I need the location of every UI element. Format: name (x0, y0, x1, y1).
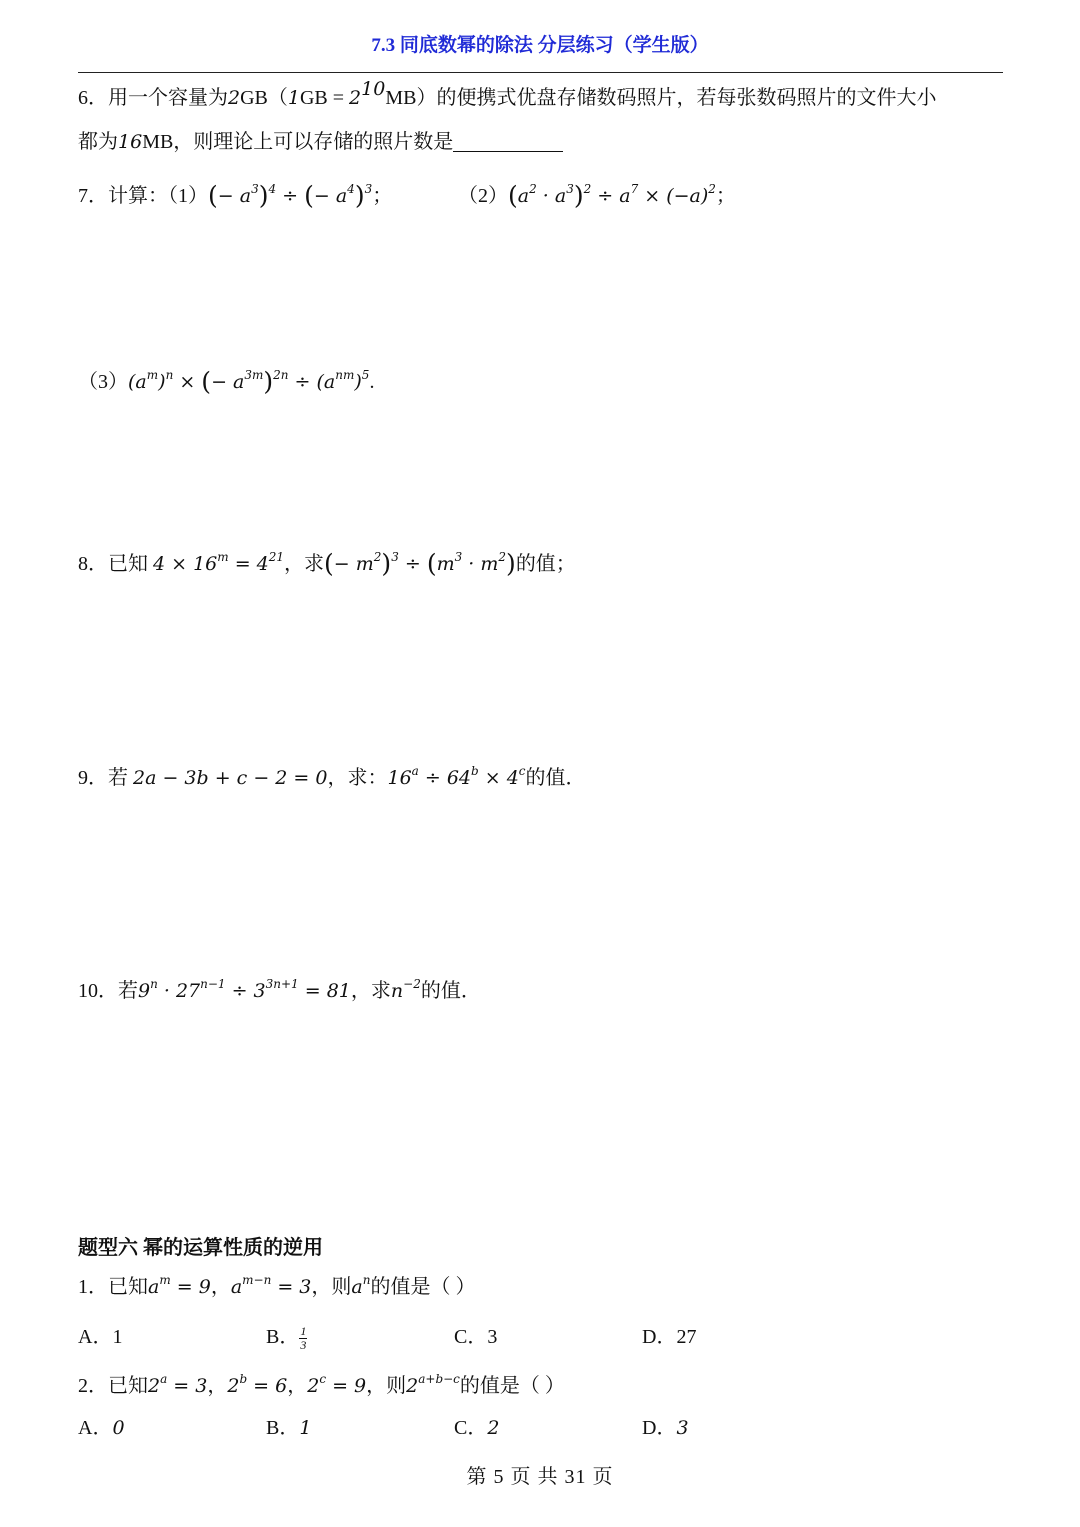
question-8: 8．已知 $4 \times 16^m = 4^{21}$，求(− $m^2)^3 \div (m^3 \cdot m^2)$的值； (78, 549, 576, 578)
s1-tail: 的值是（ ） (370, 1276, 476, 1298)
s2-option-a[interactable]: A．0 (78, 1417, 125, 1439)
question-6-line-2 (78, 128, 563, 156)
s1-target: $a^n$ (351, 1273, 371, 1298)
expression-7-1: (− $a^3)^4$ ÷ (− $a^4)^3$ (208, 181, 373, 210)
s2-tail: 的值是（ ） (459, 1375, 565, 1397)
s1-option-a[interactable]: A．1 (78, 1326, 123, 1348)
page-header-title: 7.3 同底数幂的除法 分层练习（学生版） (371, 35, 709, 56)
question-7-part-3: $(3)(a^m)^n$ × (− $a^{3m})^{2n} \div (a^{nm})^5$. (78, 367, 375, 396)
question-6-number: 6． (78, 87, 108, 109)
fraction-one-third: $\frac{1}{3}$ (300, 1323, 307, 1352)
s2-option-d[interactable]: D．3 (642, 1417, 689, 1439)
one-value: 1 (287, 87, 300, 109)
gb-unit: GB（ (240, 87, 288, 109)
capacity-value: 2 (228, 87, 241, 109)
s2-option-b[interactable]: B．1 (266, 1417, 312, 1439)
s1-condition-2: $a^{m-n} = 3$ (230, 1273, 312, 1298)
question-10 (78, 977, 481, 1005)
question-6-line-1 (78, 78, 937, 112)
expression-8: (− $m^2)^3 \div (m^3 \cdot m^2)$ (324, 549, 516, 578)
page-footer: 第 5 页 共 31 页 (466, 1466, 614, 1488)
condition-8: $4 \times 16^m = 4^{21}$ (153, 550, 285, 575)
section-question-2: 2．已知$2^a = 3$，$2^b = 6$，$2^c = 9$，则$2^{a+b-c}$的值是（ ） (78, 1372, 565, 1397)
expression-9: $16^a \div 64^b \times 4^c$ (387, 764, 526, 789)
expression-7-2: $(a^2 \cdot a^3)^2 \div a^7 \times (-a)^2$ (508, 181, 716, 210)
answer-blank[interactable] (453, 131, 563, 152)
s1-option-c[interactable]: C．3 (454, 1326, 498, 1348)
s2-number: 2． (78, 1375, 108, 1397)
section-question-1: 1．已知$a^m = 9$，$a^{m-n} = 3$，则$a^n$的值是（ ） (78, 1273, 476, 1298)
question-9-number: 9． (78, 767, 108, 789)
s1-option-b-label: B． (266, 1326, 300, 1348)
s2-given: 已知 (108, 1375, 148, 1397)
s1-option-b[interactable] (266, 1323, 307, 1352)
question-6-text-c: 都为 (78, 131, 118, 153)
condition-9: 2a − 3b + c − 2 = 0 (133, 767, 328, 789)
question-10-tail: 的值． (420, 980, 481, 1002)
s2-option-c[interactable]: C．2 (454, 1417, 500, 1439)
question-6-text-d: MB，则理论上可以存储的照片数是 (142, 131, 454, 153)
s2-condition-3: $2^c = 9$ (307, 1372, 367, 1397)
question-6-text-b: MB）的便携式优盘存储数码照片，若每张数码照片的文件大小 (385, 87, 937, 109)
question-6-text-a: 用一个容量为 (108, 87, 228, 109)
question-8-number: 8． (78, 553, 108, 575)
question-9-if: 若 (108, 767, 128, 789)
header-divider (78, 72, 1003, 73)
question-7-label: 计算：（1） (108, 185, 208, 207)
question-10-ask: ，求 (350, 980, 391, 1002)
gb-equals: GB = (299, 87, 350, 109)
question-7-line-1: 7．计算：$(1)(- a^3)^4$ ÷ (− $a^4)^3$； (78, 181, 393, 210)
question-10-if: 若 (118, 980, 138, 1002)
question-7-part-2: $(2)(a^2 \cdot a^3)^2 \div a^7 \times (-a)^2$； (458, 181, 736, 210)
s2-condition-2: $2^b = 6$ (227, 1372, 288, 1397)
section-heading: 题型六 幂的运算性质的逆用 (78, 1237, 323, 1259)
s2-condition-1: $2^a = 3$ (148, 1372, 208, 1397)
question-7-number: 7． (78, 185, 108, 207)
s2-target: $2^{a+b-c}$ (406, 1372, 460, 1397)
part-2-label: （2） (458, 185, 508, 207)
part-3-label: （3） (78, 371, 128, 393)
expression-10: $n^{-2}$ (390, 977, 421, 1002)
s1-given: 已知 (108, 1276, 148, 1298)
question-10-number: 10． (78, 980, 118, 1002)
s1-number: 1． (78, 1276, 108, 1298)
s1-condition: $a^m = 9$ (148, 1273, 211, 1298)
s2-then: ，则 (366, 1375, 407, 1397)
question-9-ask: ，求： (327, 767, 388, 789)
s1-option-d[interactable]: D．27 (642, 1326, 697, 1348)
s1-then: ，则 (311, 1276, 352, 1298)
question-9-tail: 的值． (525, 767, 586, 789)
power-base: 2 (349, 87, 362, 109)
file-size-value: 16 (118, 131, 143, 153)
power-exponent: 10 (361, 78, 386, 100)
condition-10: $9^n \cdot 27^{n-1} \div 3^{3n+1} = 81$ (138, 977, 351, 1002)
question-8-tail: 的值； (515, 553, 576, 575)
expression-7-3: $(a^m)^n$ × (− $a^{3m})^{2n} \div (a^{nm})^5$ (128, 367, 370, 396)
question-9 (78, 764, 586, 792)
question-8-given: 已知 (108, 553, 148, 575)
